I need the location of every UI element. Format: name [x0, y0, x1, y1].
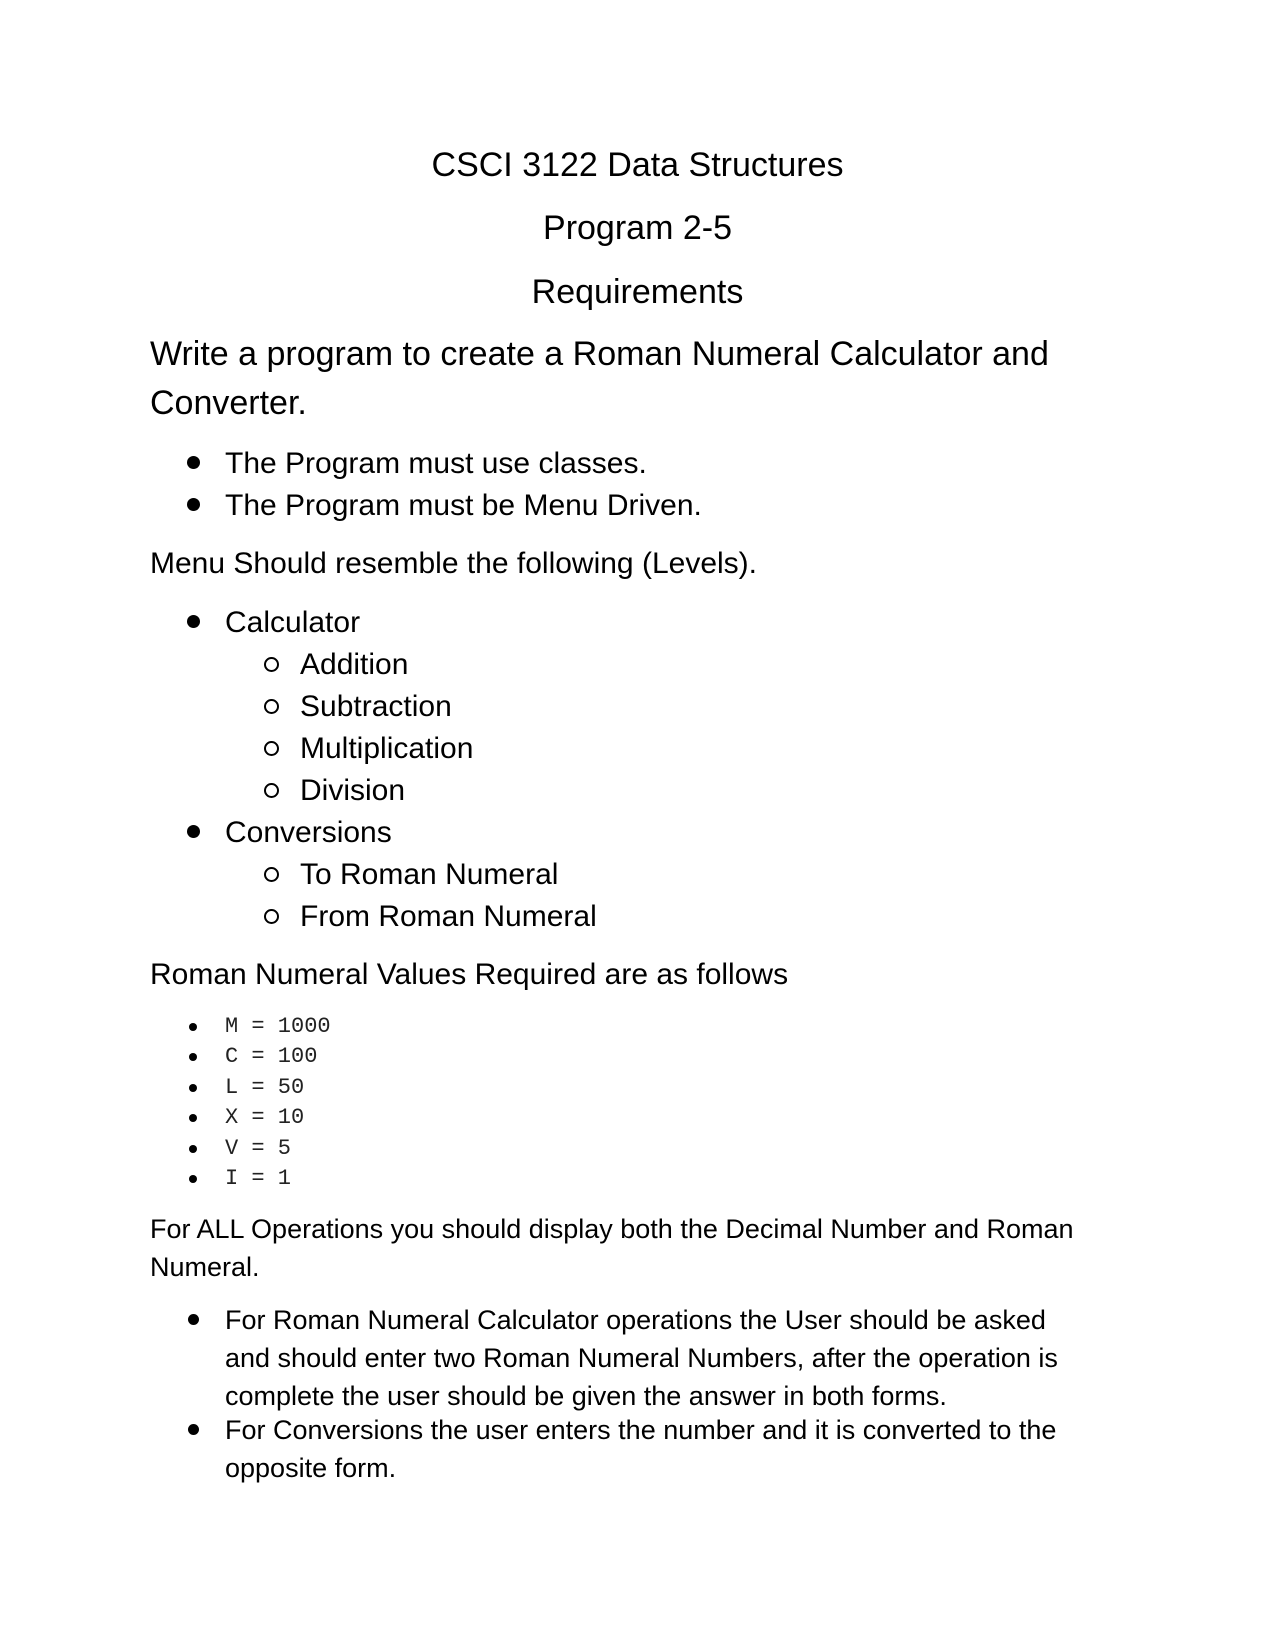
- hollow-bullet-icon: [264, 867, 279, 882]
- value-text: I = 1: [225, 1166, 292, 1191]
- bullet-icon: [187, 456, 200, 469]
- value-item: [0, 1104, 1275, 1134]
- bullet-icon: [188, 1424, 199, 1435]
- rule-item: [0, 446, 1275, 486]
- menu-item-conversions: [0, 815, 1275, 855]
- bullet-icon: [189, 1084, 197, 1092]
- value-item: [0, 1074, 1275, 1104]
- submenu-item-label: Addition: [300, 648, 409, 681]
- hollow-bullet-icon: [264, 909, 279, 924]
- value-text: V = 5: [225, 1136, 292, 1161]
- menu-item-calculator: [0, 605, 1275, 645]
- value-item: [0, 1013, 1275, 1043]
- bullet-icon: [187, 825, 200, 838]
- values-intro: Roman Numeral Values Required are as follows: [150, 958, 789, 991]
- bullet-icon: [189, 1175, 197, 1183]
- submenu-item-multiplication: [0, 731, 1275, 771]
- value-item: [0, 1165, 1275, 1195]
- hollow-bullet-icon: [264, 741, 279, 756]
- submenu-item-label: From Roman Numeral: [300, 900, 597, 933]
- intro-paragraph: Write a program to create a Roman Numeral Calculator and Converter.: [150, 335, 1049, 422]
- bullet-icon: [189, 1023, 197, 1031]
- value-item: [0, 1135, 1275, 1165]
- submenu-item-label: Division: [300, 774, 406, 807]
- submenu-item-to-roman: [0, 857, 1275, 897]
- program-title: Program 2-5: [543, 209, 732, 247]
- operation-note-text: For Roman Numeral Calculator operations the User should be asked and should enter two Roman Numeral Numbers, after the operation is complete the user should be given the answer in both forms.: [225, 1305, 1058, 1411]
- course-title: CSCI 3122 Data Structures: [431, 146, 844, 184]
- bullet-icon: [189, 1053, 197, 1061]
- menu-intro: Menu Should resemble the following (Levels).: [150, 547, 757, 580]
- submenu-item-from-roman: [0, 899, 1275, 939]
- bullet-icon: [187, 498, 200, 511]
- bullet-icon: [187, 615, 200, 628]
- value-text: X = 10: [225, 1105, 305, 1130]
- rule-item: [0, 488, 1275, 528]
- value-text: L = 50: [225, 1075, 305, 1100]
- value-text: M = 1000: [225, 1014, 331, 1039]
- bullet-icon: [188, 1314, 199, 1325]
- hollow-bullet-icon: [264, 699, 279, 714]
- menu-item-label: Calculator: [225, 606, 361, 639]
- display-note: For ALL Operations you should display both the Decimal Number and Roman Numeral.: [150, 1214, 1074, 1282]
- value-text: C = 100: [225, 1044, 318, 1069]
- section-title: Requirements: [531, 273, 744, 311]
- submenu-item-label: To Roman Numeral: [300, 858, 559, 891]
- submenu-item-subtraction: [0, 689, 1275, 729]
- hollow-bullet-icon: [264, 783, 279, 798]
- hollow-bullet-icon: [264, 657, 279, 672]
- submenu-item-label: Subtraction: [300, 690, 452, 723]
- operation-note-text: For Conversions the user enters the number and it is converted to the opposite form.: [225, 1415, 1057, 1483]
- submenu-item-label: Multiplication: [300, 732, 474, 765]
- submenu-item-addition: [0, 647, 1275, 687]
- submenu-item-division: [0, 773, 1275, 813]
- bullet-icon: [189, 1114, 197, 1122]
- bullet-icon: [189, 1145, 197, 1153]
- rule-text: The Program must be Menu Driven.: [225, 489, 702, 522]
- value-item: [0, 1043, 1275, 1073]
- rule-text: The Program must use classes.: [225, 447, 647, 480]
- menu-item-label: Conversions: [225, 816, 392, 849]
